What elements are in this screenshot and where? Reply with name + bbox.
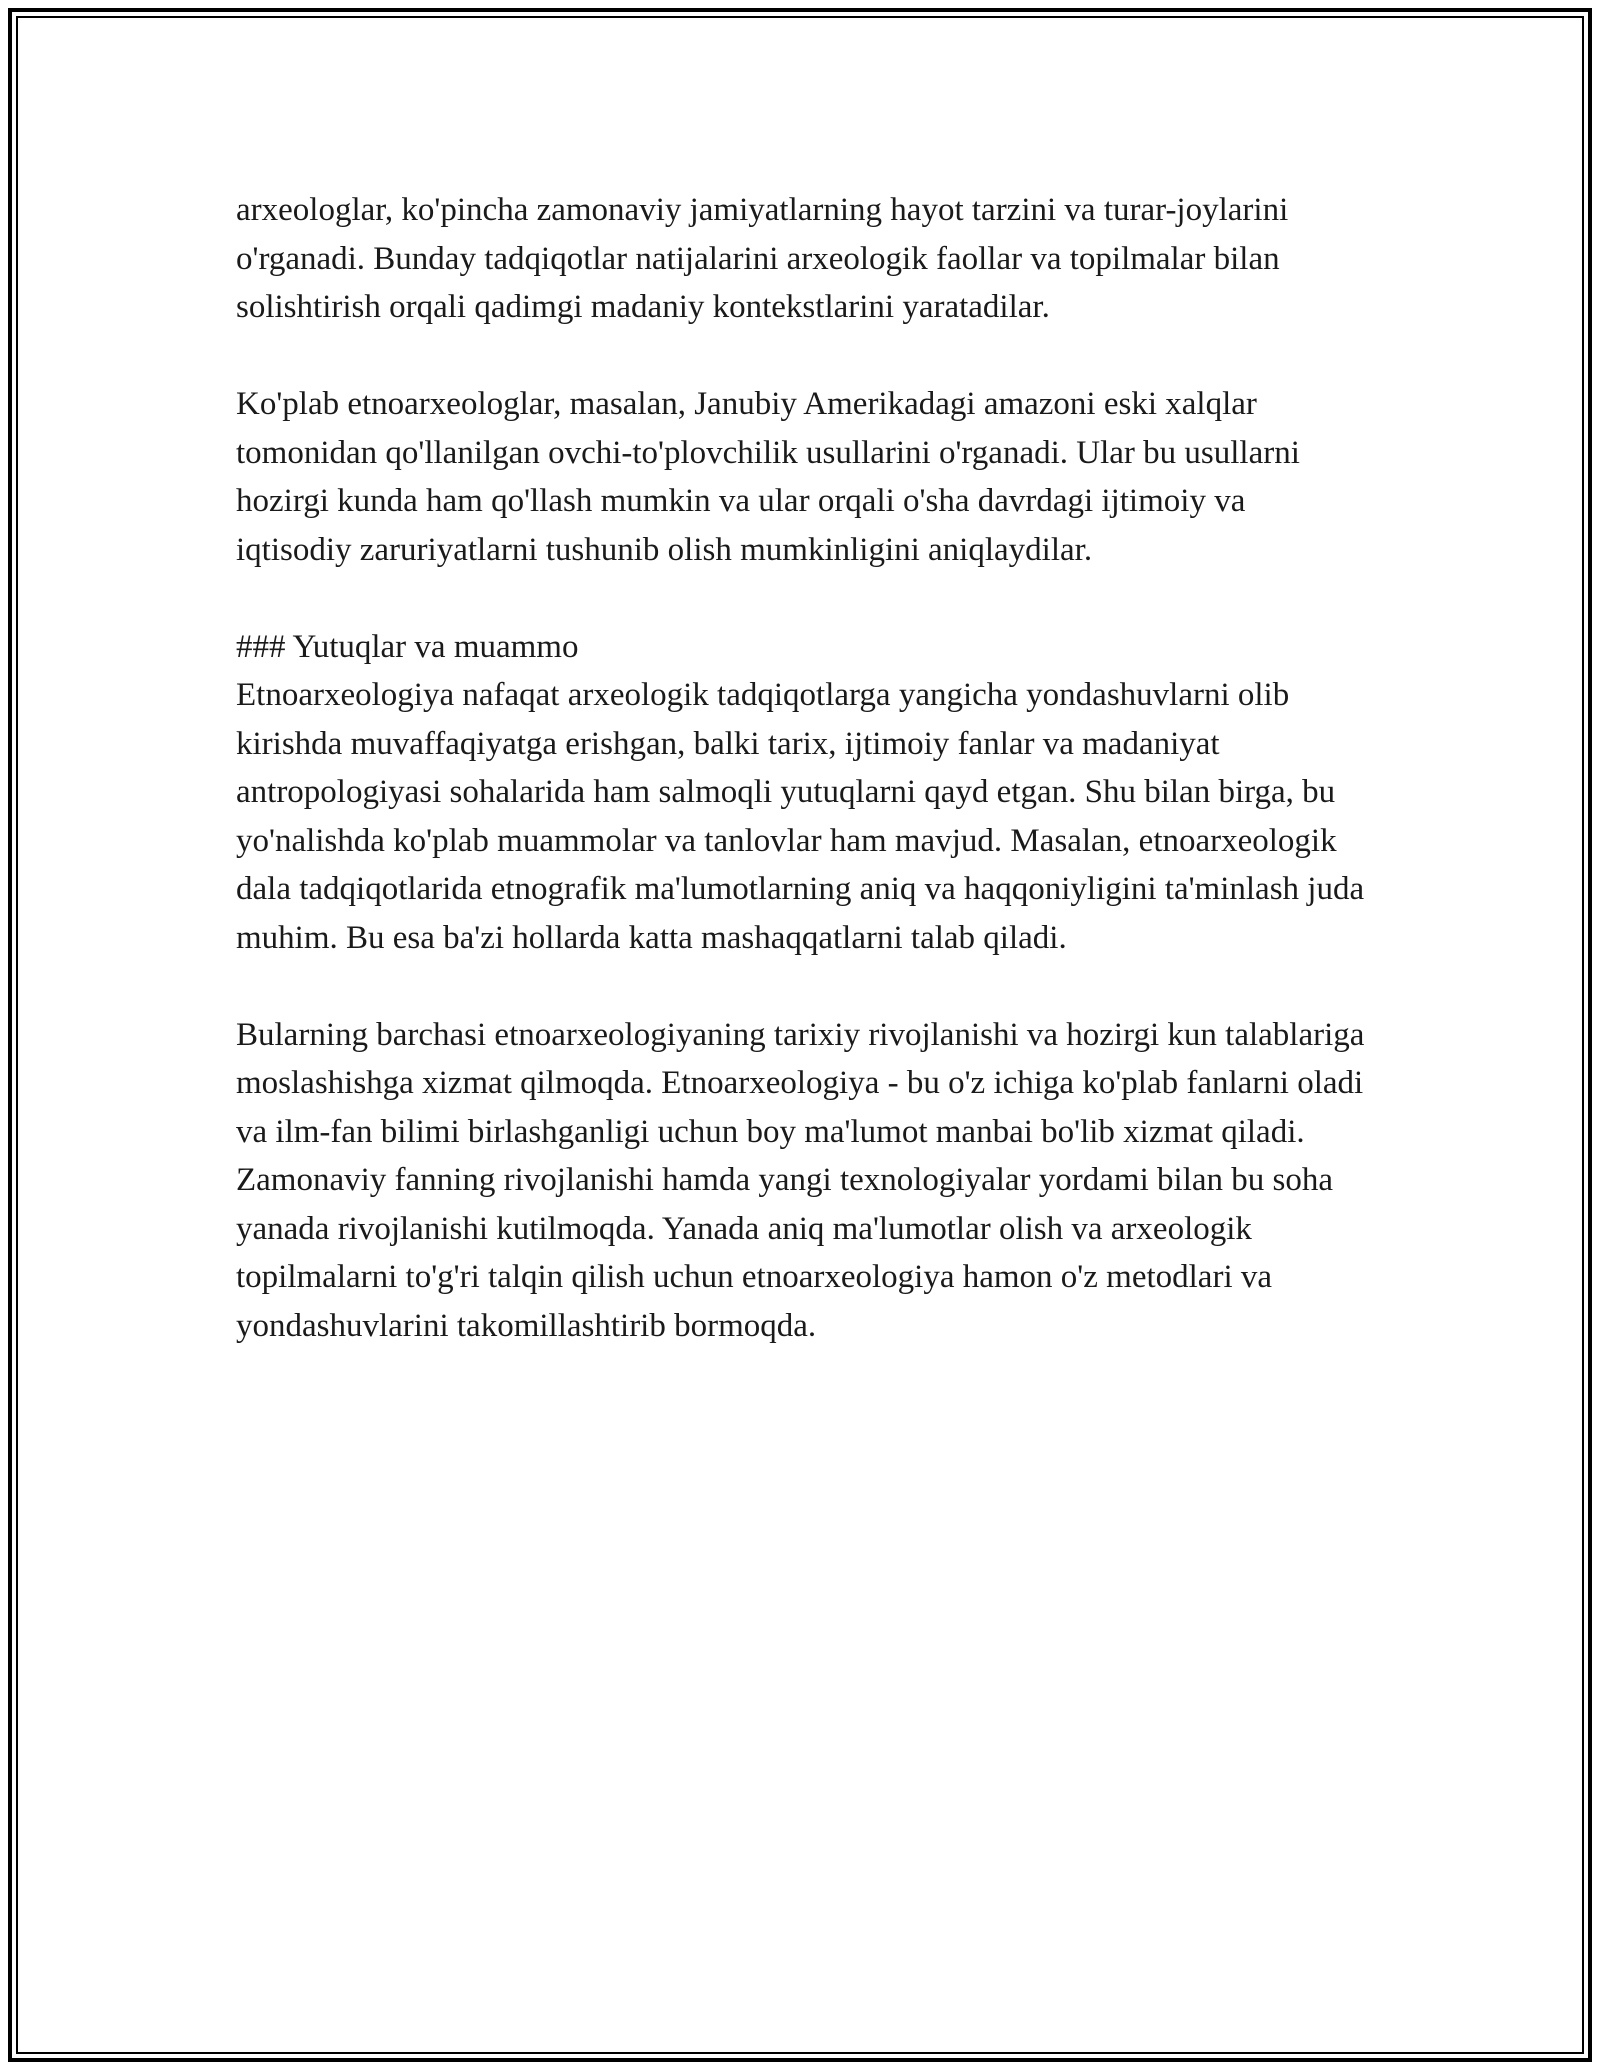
section-heading: ### Yutuqlar va muammo <box>236 628 579 665</box>
document-body <box>236 186 1366 1350</box>
paragraph-achievements: Etnoarxeologiya nafaqat arxeologik tadqiqotlarga yangicha yondashuvlarni olib kirishda muvaffaqiyatga erishgan, balki tarix, ijtimoiy fanlar va madaniyat antropologiyasi sohalarida ham salmoqli yutuqlarni qayd etgan. Shu bilan birga, bu yo'nalishda ko'plab muammolar va tanlovlar ham mavjud. Masalan, etnoarxeologik dala tadqiqotlarida etnografik ma'lumotlarning aniq va haqqoniyligini ta'minlash juda muhim. Bu esa ba'zi hollarda katta mashaqqatlarni talab qiladi. <box>236 677 1365 956</box>
paragraph-intro: arxeologlar, ko'pincha zamonaviy jamiyatlarning hayot tarzini va turar-joylarini o'rganadi. Bunday tadqiqotlar natijalarini arxeologik faollar va topilmalar bilan solishtirish orqali qadimgi madaniy kontekstlarini yaratadilar. <box>236 192 1289 325</box>
paragraph-conclusion: Bularning barchasi etnoarxeologiyaning tarixiy rivojlanishi va hozirgi kun talablariga moslashishga xizmat qilmoqda. Etnoarxeologiya - bu o'z ichiga ko'plab fanlarni oladi va ilm-fan bilimi birlashganligi uchun boy ma'lumot manbai bo'lib xizmat qiladi. Zamonaviy fanning rivojlanishi hamda yangi texnologiyalar yordami bilan bu soha yanada rivojlanishi kutilmoqda. Yanada aniq ma'lumotlar olish va arxeologik topilmalarni to'g'ri talqin qilish uchun etnoarxeologiya hamon o'z metodlari va yondashuvlarini takomillashtirib bormoqda. <box>236 1016 1365 1344</box>
paragraph-hunter-gatherer: Ko'plab etnoarxeologlar, masalan, Janubiy Amerikadagi amazoni eski xalqlar tomonidan qo'llanilgan ovchi-to'plovchilik usullarini o'rganadi. Ular bu usullarni hozirgi kunda ham qo'llash mumkin va ular orqali o'sha davrdagi ijtimoiy va iqtisodiy zaruriyatlarni tushunib olish mumkinligini aniqlaydilar. <box>236 386 1300 568</box>
